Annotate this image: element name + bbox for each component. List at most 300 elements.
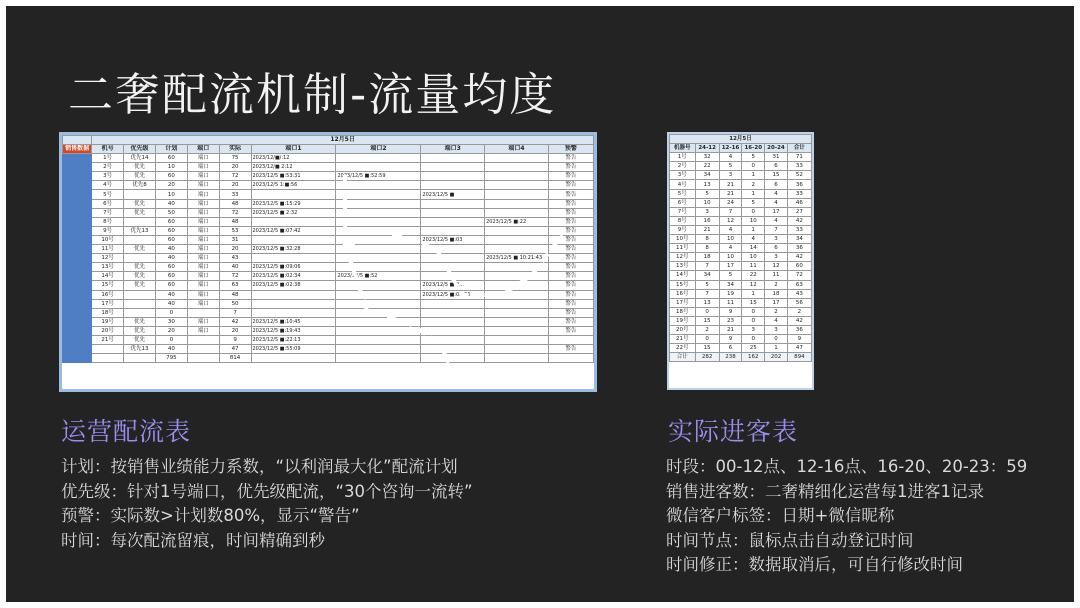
table-cell[interactable]	[251, 235, 336, 244]
table-cell[interactable]: 2023/12/5 ■:32:28	[251, 245, 336, 254]
table-cell[interactable]: 警告	[548, 190, 593, 199]
table-cell[interactable]: 17号	[92, 299, 124, 308]
table-cell[interactable]: 19号	[670, 316, 696, 325]
table-cell[interactable]: 33	[787, 225, 811, 234]
table-cell[interactable]	[124, 354, 156, 363]
table-cell[interactable]: 11	[719, 298, 742, 307]
table-cell[interactable]: 814	[219, 354, 251, 363]
table-cell[interactable]	[485, 245, 549, 254]
table-cell[interactable]: 60	[155, 226, 187, 235]
table-cell[interactable]: 端口	[187, 263, 219, 272]
table-cell[interactable]: 42	[787, 216, 811, 225]
table-cell[interactable]: 16	[695, 216, 719, 225]
table-cell[interactable]: 5	[719, 162, 742, 171]
table-cell[interactable]: 警告	[548, 272, 593, 281]
table-cell[interactable]	[421, 263, 485, 272]
table-cell[interactable]: 4	[742, 235, 765, 244]
table-cell[interactable]: 1	[742, 225, 765, 234]
table-cell[interactable]: 15	[742, 298, 765, 307]
table-cell[interactable]: 2023/12/5 ■:02:34	[251, 272, 336, 281]
table-cell[interactable]: 40	[155, 345, 187, 354]
table-cell[interactable]: 优先	[124, 199, 156, 208]
table-cell[interactable]: 30	[155, 317, 187, 326]
table-cell[interactable]	[251, 299, 336, 308]
table-cell[interactable]	[336, 317, 421, 326]
table-cell[interactable]	[485, 190, 549, 199]
table-cell[interactable]	[421, 317, 485, 326]
table-cell[interactable]: 优先13	[124, 226, 156, 235]
table-cell[interactable]	[124, 299, 156, 308]
table-cell[interactable]: 15	[695, 344, 719, 353]
table-cell[interactable]: 10号	[670, 235, 696, 244]
table-cell[interactable]: 18号	[670, 307, 696, 316]
table-cell[interactable]	[336, 299, 421, 308]
table-cell[interactable]	[124, 217, 156, 226]
table-cell[interactable]: 优先	[124, 245, 156, 254]
table-cell[interactable]: 2023/12/5 ■:10:45	[251, 317, 336, 326]
table-cell[interactable]: 48	[219, 199, 251, 208]
table-cell[interactable]: 2023/12/5 ■:07:42	[251, 226, 336, 235]
table-cell[interactable]: 0	[742, 207, 765, 216]
table-cell[interactable]: 17	[719, 262, 742, 271]
table-cell[interactable]	[485, 181, 549, 190]
table-cell[interactable]: 端口	[187, 254, 219, 263]
table-cell[interactable]: 4	[719, 244, 742, 253]
table-cell[interactable]: 2	[742, 180, 765, 189]
table-cell[interactable]: 警告	[548, 172, 593, 181]
table-cell[interactable]	[187, 345, 219, 354]
table-cell[interactable]: 6号	[92, 199, 124, 208]
table-cell[interactable]: 63	[787, 280, 811, 289]
table-cell[interactable]: 端口	[187, 290, 219, 299]
table-cell[interactable]: 20号	[670, 325, 696, 334]
table-cell[interactable]: 2023/12/5 ■ 2:32	[251, 208, 336, 217]
table-cell[interactable]: 10	[155, 190, 187, 199]
table-cell[interactable]: 162	[742, 353, 765, 362]
table-cell[interactable]: 端口	[187, 299, 219, 308]
table-cell[interactable]: 5	[719, 271, 742, 280]
table-cell[interactable]	[485, 335, 549, 344]
table-cell[interactable]	[421, 154, 485, 163]
table-cell[interactable]: 31	[219, 235, 251, 244]
table-cell[interactable]: 75	[219, 154, 251, 163]
table-cell[interactable]: 20	[219, 163, 251, 172]
table-cell[interactable]	[124, 308, 156, 317]
table-cell[interactable]: 282	[695, 353, 719, 362]
table-cell[interactable]: 15号	[670, 280, 696, 289]
table-cell[interactable]	[421, 217, 485, 226]
table-cell[interactable]: 端口	[187, 217, 219, 226]
table-cell[interactable]	[336, 163, 421, 172]
table-cell[interactable]: 端口	[187, 154, 219, 163]
table-cell[interactable]: 端口	[187, 281, 219, 290]
table-cell[interactable]	[336, 181, 421, 190]
table-cell[interactable]: 47	[787, 344, 811, 353]
table-cell[interactable]	[485, 326, 549, 335]
table-cell[interactable]: 10	[155, 163, 187, 172]
table-cell[interactable]: 2023/12/5 ■:52:59	[336, 172, 421, 181]
table-cell[interactable]: 43	[787, 289, 811, 298]
table-cell[interactable]: 17	[765, 298, 788, 307]
table-cell[interactable]: 1	[742, 289, 765, 298]
table-cell[interactable]	[336, 308, 421, 317]
table-cell[interactable]: 0	[765, 335, 788, 344]
table-cell[interactable]	[485, 281, 549, 290]
table-cell[interactable]	[421, 272, 485, 281]
table-cell[interactable]	[421, 226, 485, 235]
table-cell[interactable]: 2023/12/5 ■:22	[485, 217, 549, 226]
table-cell[interactable]	[485, 272, 549, 281]
table-cell[interactable]	[485, 163, 549, 172]
table-cell[interactable]	[251, 354, 336, 363]
table-cell[interactable]: 238	[719, 353, 742, 362]
table-cell[interactable]: 16号	[670, 289, 696, 298]
table-cell[interactable]: 0	[742, 162, 765, 171]
table-cell[interactable]: 63	[219, 281, 251, 290]
table-cell[interactable]: 7	[695, 289, 719, 298]
table-cell[interactable]: 72	[787, 271, 811, 280]
table-cell[interactable]: 60	[155, 272, 187, 281]
table-cell[interactable]: 47	[219, 345, 251, 354]
table-cell[interactable]	[421, 335, 485, 344]
table-cell[interactable]	[92, 345, 124, 354]
table-cell[interactable]: 3	[742, 325, 765, 334]
table-cell[interactable]: 14号	[92, 272, 124, 281]
table-cell[interactable]: 14号	[670, 271, 696, 280]
table-cell[interactable]	[336, 290, 421, 299]
table-cell[interactable]	[421, 199, 485, 208]
table-cell[interactable]	[92, 354, 124, 363]
table-cell[interactable]: 2	[695, 325, 719, 334]
table-cell[interactable]: 9	[719, 335, 742, 344]
table-cell[interactable]: 17	[765, 207, 788, 216]
table-cell[interactable]: 10号	[92, 235, 124, 244]
table-cell[interactable]: 22	[695, 162, 719, 171]
table-cell[interactable]	[485, 345, 549, 354]
table-cell[interactable]	[336, 345, 421, 354]
table-cell[interactable]: 6	[765, 162, 788, 171]
table-cell[interactable]: 4	[765, 216, 788, 225]
table-cell[interactable]: 21	[719, 189, 742, 198]
table-cell[interactable]: 72	[219, 208, 251, 217]
table-cell[interactable]	[336, 226, 421, 235]
table-cell[interactable]: 警告	[548, 199, 593, 208]
table-cell[interactable]: 894	[787, 353, 811, 362]
table-cell[interactable]: 警告	[548, 163, 593, 172]
table-cell[interactable]	[336, 235, 421, 244]
table-cell[interactable]: 20	[219, 326, 251, 335]
table-cell[interactable]: 10	[719, 253, 742, 262]
table-cell[interactable]: 3	[765, 325, 788, 334]
table-cell[interactable]: 42	[787, 253, 811, 262]
table-cell[interactable]: 33	[219, 190, 251, 199]
table-cell[interactable]: 端口	[187, 272, 219, 281]
table-cell[interactable]: 2023/12/5 ■:52	[336, 272, 421, 281]
table-cell[interactable]: 2023/12/5 ■:2...	[421, 281, 485, 290]
table-cell[interactable]: 11号	[670, 244, 696, 253]
table-cell[interactable]	[336, 263, 421, 272]
table-cell[interactable]: 15	[765, 171, 788, 180]
table-cell[interactable]: 13	[695, 298, 719, 307]
table-cell[interactable]: 2023/12/5 ■:09:06	[251, 263, 336, 272]
table-cell[interactable]: 优先14	[124, 154, 156, 163]
table-cell[interactable]: 4	[765, 316, 788, 325]
table-cell[interactable]: 12	[765, 262, 788, 271]
table-cell[interactable]: 10	[742, 216, 765, 225]
table-cell[interactable]: 警告	[548, 290, 593, 299]
table-cell[interactable]: 警告	[548, 308, 593, 317]
table-cell[interactable]	[485, 263, 549, 272]
table-cell[interactable]	[485, 172, 549, 181]
table-cell[interactable]: 795	[155, 354, 187, 363]
table-cell[interactable]: 7	[719, 207, 742, 216]
table-cell[interactable]: 22	[742, 271, 765, 280]
table-cell[interactable]: 33	[787, 189, 811, 198]
table-cell[interactable]: 2023/12/5 1:■:56	[251, 181, 336, 190]
table-cell[interactable]: 1	[742, 171, 765, 180]
table-cell[interactable]	[251, 190, 336, 199]
table-cell[interactable]: 4号	[670, 180, 696, 189]
table-cell[interactable]: 11	[765, 271, 788, 280]
table-cell[interactable]: 56	[787, 298, 811, 307]
table-cell[interactable]: 34	[695, 271, 719, 280]
table-cell[interactable]: 20	[219, 181, 251, 190]
table-cell[interactable]: 0	[742, 335, 765, 344]
table-cell[interactable]: 0	[155, 308, 187, 317]
table-cell[interactable]: 优先13	[124, 345, 156, 354]
table-cell[interactable]: 2	[765, 280, 788, 289]
table-cell[interactable]: 警告	[548, 254, 593, 263]
table-cell[interactable]	[187, 354, 219, 363]
table-cell[interactable]: 60	[155, 263, 187, 272]
table-cell[interactable]: 19号	[92, 317, 124, 326]
table-cell[interactable]: 40	[155, 290, 187, 299]
table-cell[interactable]: 2号	[92, 163, 124, 172]
table-cell[interactable]	[251, 254, 336, 263]
table-cell[interactable]: 13	[695, 180, 719, 189]
table-cell[interactable]	[336, 199, 421, 208]
table-cell[interactable]: 10	[742, 253, 765, 262]
table-cell[interactable]: 0	[695, 335, 719, 344]
table-cell[interactable]: 8号	[92, 217, 124, 226]
table-cell[interactable]: 2023/12/5 ■:03	[421, 235, 485, 244]
table-cell[interactable]: 4	[719, 225, 742, 234]
table-cell[interactable]	[336, 326, 421, 335]
table-cell[interactable]	[485, 235, 549, 244]
table-cell[interactable]: 2	[787, 307, 811, 316]
table-cell[interactable]: 优先	[124, 335, 156, 344]
table-cell[interactable]: 8	[695, 244, 719, 253]
table-cell[interactable]	[251, 308, 336, 317]
table-cell[interactable]	[485, 308, 549, 317]
table-cell[interactable]: 60	[155, 154, 187, 163]
table-cell[interactable]: 24	[719, 198, 742, 207]
table-cell[interactable]: 15	[695, 316, 719, 325]
table-cell[interactable]: 60	[155, 172, 187, 181]
table-cell[interactable]: 4	[765, 198, 788, 207]
table-cell[interactable]	[336, 254, 421, 263]
table-cell[interactable]	[124, 290, 156, 299]
table-cell[interactable]: 17号	[670, 298, 696, 307]
table-cell[interactable]: 2023/12/5 ■:55:09	[251, 345, 336, 354]
table-cell[interactable]: 23	[719, 316, 742, 325]
table-cell[interactable]: 60	[787, 262, 811, 271]
table-cell[interactable]: 警告	[548, 345, 593, 354]
table-cell[interactable]: 12号	[92, 254, 124, 263]
table-cell[interactable]: 15号	[92, 281, 124, 290]
table-cell[interactable]: 4号	[92, 181, 124, 190]
table-cell[interactable]: 12	[719, 216, 742, 225]
table-cell[interactable]: 34	[695, 171, 719, 180]
table-cell[interactable]: 2023/12/5 ■:02:38	[251, 281, 336, 290]
table-cell[interactable]: 52	[787, 171, 811, 180]
table-cell[interactable]: 警告	[548, 181, 593, 190]
table-cell[interactable]: 优先	[124, 272, 156, 281]
table-cell[interactable]: 5	[742, 198, 765, 207]
table-cell[interactable]: 16号	[92, 290, 124, 299]
table-cell[interactable]: 18	[695, 253, 719, 262]
table-cell[interactable]: 12	[742, 280, 765, 289]
table-cell[interactable]: 9号	[92, 226, 124, 235]
table-cell[interactable]: 14	[742, 244, 765, 253]
table-cell[interactable]: 1	[765, 344, 788, 353]
table-cell[interactable]	[124, 235, 156, 244]
table-cell[interactable]: 1号	[92, 154, 124, 163]
table-cell[interactable]: 优先	[124, 281, 156, 290]
table-cell[interactable]: 3	[765, 235, 788, 244]
table-cell[interactable]	[421, 308, 485, 317]
table-cell[interactable]: 40	[155, 199, 187, 208]
table-cell[interactable]: 警告	[548, 317, 593, 326]
table-cell[interactable]: 0	[742, 307, 765, 316]
table-cell[interactable]: 警告	[548, 226, 593, 235]
table-cell[interactable]: 34	[719, 280, 742, 289]
table-cell[interactable]: 7号	[92, 208, 124, 217]
table-cell[interactable]: 7号	[670, 207, 696, 216]
table-cell[interactable]: 2023/12/5 ■	[421, 190, 485, 199]
table-cell[interactable]: 优先	[124, 208, 156, 217]
table-cell[interactable]	[421, 354, 485, 363]
table-cell[interactable]: 8号	[670, 216, 696, 225]
table-cell[interactable]: 20	[155, 181, 187, 190]
table-cell[interactable]: 5	[742, 153, 765, 162]
table-cell[interactable]	[336, 190, 421, 199]
table-cell[interactable]: 1号	[670, 153, 696, 162]
table-cell[interactable]: 警告	[548, 235, 593, 244]
table-cell[interactable]	[336, 354, 421, 363]
table-cell[interactable]: 端口	[187, 326, 219, 335]
table-cell[interactable]: 端口	[187, 245, 219, 254]
table-cell[interactable]: 4	[765, 189, 788, 198]
table-cell[interactable]: 5	[695, 280, 719, 289]
table-cell[interactable]	[124, 254, 156, 263]
table-cell[interactable]	[336, 281, 421, 290]
table-cell[interactable]: 50	[155, 208, 187, 217]
table-cell[interactable]: 20	[219, 245, 251, 254]
table-cell[interactable]: 20号	[92, 326, 124, 335]
table-cell[interactable]: 2023/12/■ 2:12	[251, 163, 336, 172]
table-cell[interactable]: 10	[695, 198, 719, 207]
table-cell[interactable]	[485, 317, 549, 326]
table-cell[interactable]: 警告	[548, 217, 593, 226]
table-cell[interactable]	[336, 217, 421, 226]
table-cell[interactable]: 60	[155, 281, 187, 290]
table-cell[interactable]: 7	[695, 262, 719, 271]
table-cell[interactable]	[485, 199, 549, 208]
table-cell[interactable]: 20	[155, 326, 187, 335]
table-cell[interactable]: 6	[719, 344, 742, 353]
table-cell[interactable]: 25	[742, 344, 765, 353]
table-cell[interactable]: 6号	[670, 198, 696, 207]
table-cell[interactable]: 5	[695, 189, 719, 198]
table-cell[interactable]: 端口	[187, 317, 219, 326]
table-cell[interactable]: 端口	[187, 190, 219, 199]
table-cell[interactable]: 0	[695, 307, 719, 316]
table-cell[interactable]	[421, 172, 485, 181]
table-cell[interactable]: 端口	[187, 172, 219, 181]
table-cell[interactable]	[548, 354, 593, 363]
table-cell[interactable]	[421, 245, 485, 254]
table-cell[interactable]: 2号	[670, 162, 696, 171]
table-cell[interactable]: 72	[219, 272, 251, 281]
table-cell[interactable]	[336, 245, 421, 254]
table-cell[interactable]: 36	[787, 180, 811, 189]
table-cell[interactable]: 3	[765, 253, 788, 262]
table-cell[interactable]	[124, 190, 156, 199]
table-cell[interactable]: 3号	[670, 171, 696, 180]
table-cell[interactable]: 21	[719, 325, 742, 334]
table-cell[interactable]: 2023/12/5 ■ 10:21:43	[485, 254, 549, 263]
table-cell[interactable]: 0	[155, 335, 187, 344]
table-cell[interactable]: 33	[787, 162, 811, 171]
table-cell[interactable]: 6	[765, 244, 788, 253]
table-cell[interactable]: 2023/12/5 ■:22:13	[251, 335, 336, 344]
table-cell[interactable]: 合计	[670, 353, 696, 362]
table-cell[interactable]: 2023/12/5 ■:02:06	[421, 290, 485, 299]
table-cell[interactable]	[485, 299, 549, 308]
table-cell[interactable]: 2	[765, 307, 788, 316]
table-cell[interactable]: 46	[787, 198, 811, 207]
table-cell[interactable]	[421, 254, 485, 263]
table-cell[interactable]: 40	[155, 299, 187, 308]
table-cell[interactable]: 21号	[670, 335, 696, 344]
table-cell[interactable]: 18	[765, 289, 788, 298]
table-cell[interactable]: 9	[219, 335, 251, 344]
table-cell[interactable]: 32	[695, 153, 719, 162]
table-cell[interactable]: 9号	[670, 225, 696, 234]
table-cell[interactable]	[421, 163, 485, 172]
table-cell[interactable]	[421, 208, 485, 217]
table-cell[interactable]	[187, 308, 219, 317]
table-cell[interactable]: 60	[155, 217, 187, 226]
table-cell[interactable]: 端口	[187, 208, 219, 217]
table-cell[interactable]: 警告	[548, 281, 593, 290]
table-cell[interactable]	[421, 299, 485, 308]
table-cell[interactable]	[251, 217, 336, 226]
table-cell[interactable]: 端口	[187, 181, 219, 190]
table-cell[interactable]: 端口	[187, 163, 219, 172]
table-cell[interactable]	[485, 354, 549, 363]
table-cell[interactable]: 12号	[670, 253, 696, 262]
table-cell[interactable]	[421, 326, 485, 335]
table-cell[interactable]: 5号	[670, 189, 696, 198]
table-cell[interactable]: 11	[742, 262, 765, 271]
table-cell[interactable]: 72	[219, 172, 251, 181]
table-cell[interactable]: 22号	[670, 344, 696, 353]
table-cell[interactable]	[485, 290, 549, 299]
table-cell[interactable]	[187, 335, 219, 344]
table-cell[interactable]: 警告	[548, 154, 593, 163]
